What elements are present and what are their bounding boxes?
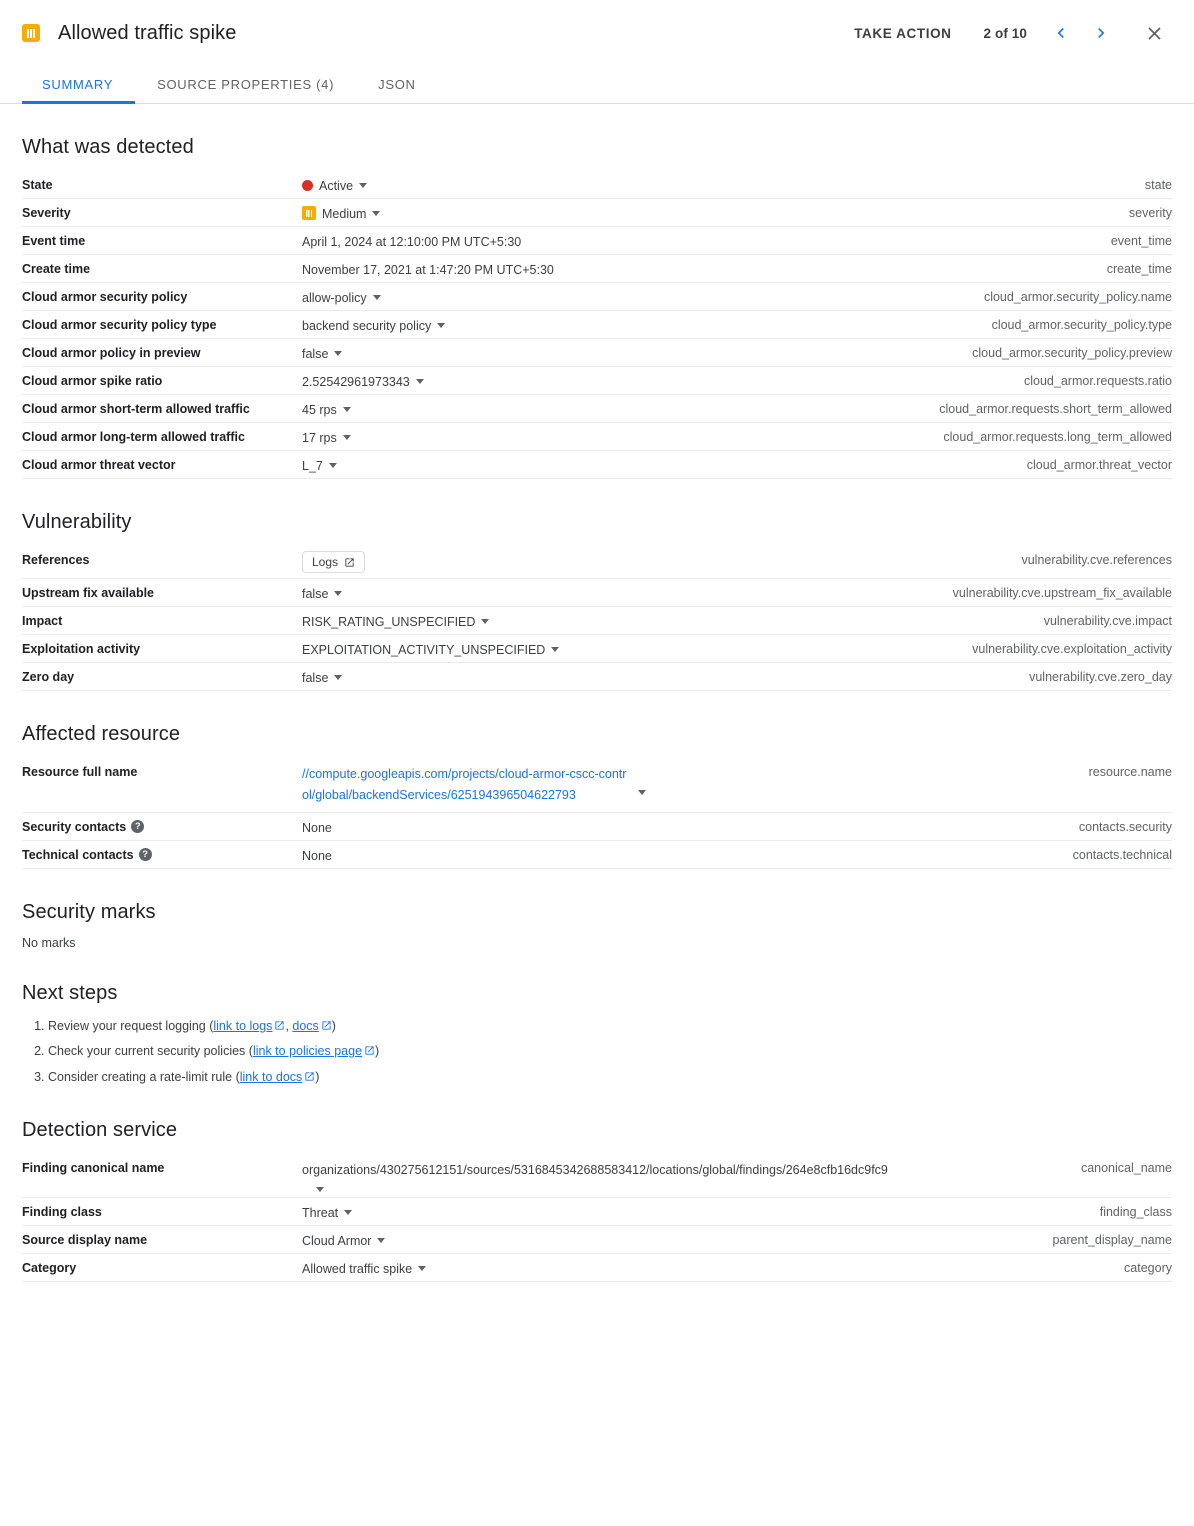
chevron-down-icon[interactable] — [334, 351, 342, 356]
link-label: link to logs — [213, 1018, 273, 1033]
detected-rows — [22, 171, 1172, 479]
table-row — [22, 255, 1172, 283]
row-value-text: Medium — [322, 207, 367, 221]
row-value — [302, 763, 1075, 807]
row-api-name: cloud_armor.requests.long_term_allowed — [943, 430, 1172, 444]
row-label: References — [22, 553, 90, 567]
row-label: Cloud armor policy in preview — [22, 346, 201, 360]
row-value — [302, 232, 1097, 249]
row-label: Impact — [22, 614, 63, 628]
row-api-name: contacts.technical — [1072, 847, 1172, 862]
step-separator: , — [285, 1018, 293, 1033]
list-item — [48, 1017, 1172, 1036]
row-value — [302, 372, 1010, 389]
link-to-logs[interactable] — [213, 1019, 272, 1033]
step-text: Review your request logging ( — [48, 1018, 214, 1033]
row-value — [302, 456, 1013, 473]
chevron-down-icon[interactable] — [334, 591, 342, 596]
row-api-name: vulnerability.cve.references — [1021, 553, 1172, 567]
chevron-down-icon[interactable] — [377, 1238, 385, 1243]
row-label: Finding class — [22, 1205, 102, 1219]
row-api-name: cloud_armor.requests.ratio — [1024, 374, 1172, 388]
resource-full-name-link[interactable]: //compute.googleapis.com/projects/cloud-armor-cscc-control/global/backendServices/625194396504622793 — [302, 767, 627, 803]
finding-header — [0, 0, 1194, 66]
link-to-policies-page[interactable] — [253, 1044, 362, 1058]
row-value-text: None — [302, 820, 332, 835]
row-value-text: Active — [319, 179, 354, 193]
section-title-what-was-detected: What was detected — [22, 136, 194, 158]
row-value-text: 45 rps — [302, 403, 337, 417]
row-value — [302, 640, 958, 657]
section-title-next-steps: Next steps — [22, 981, 118, 1004]
link-label: link to policies page — [252, 1044, 363, 1059]
chevron-left-icon — [1051, 23, 1071, 43]
table-row — [22, 1198, 1172, 1226]
chevron-down-icon[interactable] — [343, 407, 351, 412]
row-label: Severity — [22, 206, 71, 220]
link-label: link to docs — [239, 1070, 303, 1084]
row-value — [302, 1203, 1086, 1220]
step-suffix: ) — [331, 1018, 336, 1033]
row-label: Zero day — [22, 670, 75, 684]
section-title-security-marks: Security marks — [22, 900, 156, 923]
summary-content — [0, 136, 1194, 1282]
previous-finding-button[interactable] — [1044, 16, 1078, 50]
row-value — [302, 204, 1115, 221]
table-row — [22, 311, 1172, 339]
table-row — [22, 171, 1172, 199]
row-label: Resource full name — [22, 765, 138, 779]
list-item — [48, 1068, 1172, 1087]
row-label: Cloud armor security policy type — [22, 318, 217, 332]
chevron-down-icon[interactable] — [373, 295, 381, 300]
row-value — [302, 612, 1030, 629]
table-row — [22, 199, 1172, 227]
row-value — [302, 288, 970, 305]
chevron-down-icon[interactable] — [551, 647, 559, 652]
row-api-name: cloud_armor.security_policy.type — [991, 318, 1172, 332]
result-counter: 2 of 10 — [983, 25, 1027, 41]
row-value-text: April 1, 2024 at 12:10:00 PM UTC+5:30 — [302, 235, 522, 249]
close-icon — [1144, 23, 1165, 44]
chevron-right-icon — [1091, 23, 1111, 43]
table-row — [22, 1226, 1172, 1254]
row-value — [302, 551, 1007, 573]
severity-medium-icon — [302, 206, 316, 220]
row-value — [302, 1159, 1067, 1192]
row-api-name: state — [1144, 178, 1172, 192]
row-value — [302, 1231, 1038, 1248]
chevron-down-icon[interactable] — [343, 435, 351, 440]
row-label: Exploitation activity — [22, 642, 141, 656]
table-row — [22, 283, 1172, 311]
table-row — [22, 635, 1172, 663]
row-api-name: finding_class — [1099, 1205, 1172, 1219]
logs-link-label: Logs — [312, 555, 339, 569]
tab-summary[interactable]: SUMMARY — [22, 78, 135, 103]
tab-json[interactable]: JSON — [378, 77, 416, 92]
row-api-name: cloud_armor.security_policy.name — [983, 290, 1172, 304]
chevron-down-icon[interactable] — [416, 379, 424, 384]
severity-medium-icon — [22, 24, 40, 42]
help-icon[interactable]: ? — [139, 848, 152, 861]
table-row — [22, 607, 1172, 635]
table-row — [22, 841, 1172, 869]
external-link-icon — [274, 1020, 285, 1031]
row-api-name: resource.name — [1088, 765, 1172, 779]
row-value — [302, 1259, 1110, 1276]
row-label-text: Technical contacts — [22, 847, 134, 862]
row-label: Cloud armor long-term allowed traffic — [22, 430, 245, 444]
row-label: Event time — [22, 234, 86, 248]
row-api-name: vulnerability.cve.exploitation_activity — [972, 642, 1172, 656]
row-api-name: event_time — [1110, 234, 1172, 248]
section-title-affected-resource: Affected resource — [22, 723, 181, 745]
chevron-down-icon[interactable] — [359, 183, 367, 188]
row-api-name: cloud_armor.threat_vector — [1026, 458, 1172, 472]
row-api-name: contacts.security — [1078, 819, 1172, 834]
detection-rows — [22, 1154, 1172, 1282]
row-value — [302, 400, 925, 417]
chevron-down-icon[interactable] — [329, 463, 337, 468]
detail-tabs — [0, 66, 1194, 104]
row-value-text: false — [302, 587, 329, 601]
row-value — [302, 344, 958, 361]
row-label: Category — [22, 1261, 77, 1275]
row-label: Cloud armor spike ratio — [22, 374, 163, 388]
row-value — [302, 176, 1131, 193]
row-api-name: vulnerability.cve.upstream_fix_available — [952, 586, 1172, 600]
row-value-text: EXPLOITATION_ACTIVITY_UNSPECIFIED — [302, 643, 546, 657]
step-suffix: ) — [315, 1070, 320, 1084]
row-value-text: November 17, 2021 at 1:47:20 PM UTC+5:30 — [302, 263, 554, 277]
chevron-down-icon[interactable] — [437, 323, 445, 328]
link-to-docs[interactable] — [292, 1019, 318, 1033]
row-label: Create time — [22, 262, 91, 276]
external-link-icon — [344, 557, 355, 568]
close-panel-button[interactable] — [1137, 16, 1171, 50]
table-row — [22, 367, 1172, 395]
external-link-icon — [321, 1020, 332, 1031]
row-api-name: severity — [1128, 206, 1172, 220]
row-api-name: cloud_armor.requests.short_term_allowed — [939, 402, 1172, 416]
table-row — [22, 663, 1172, 691]
row-label: Cloud armor security policy — [22, 290, 188, 304]
row-label — [22, 846, 302, 862]
row-label: Upstream fix available — [22, 586, 155, 600]
row-label-text: Security contacts — [22, 819, 127, 834]
link-to-rate-limit-docs[interactable] — [240, 1070, 303, 1084]
row-value-text: L_7 — [302, 459, 323, 473]
row-value-text: Cloud Armor — [302, 1234, 372, 1248]
row-label: State — [22, 178, 53, 192]
step-suffix: ) — [375, 1044, 380, 1059]
link-label: docs — [292, 1018, 319, 1033]
row-value-text: Allowed traffic spike — [302, 1262, 413, 1276]
section-title-vulnerability: Vulnerability — [22, 511, 132, 533]
resource-rows — [22, 758, 1172, 869]
next-steps-list — [22, 1017, 1172, 1087]
table-row — [22, 1254, 1172, 1282]
help-icon[interactable]: ? — [131, 820, 144, 833]
row-value-text: backend security policy — [302, 319, 432, 333]
row-value — [302, 818, 1065, 835]
row-value — [302, 316, 978, 333]
security-marks-empty: No marks — [22, 935, 76, 950]
step-text: Check your current security policies ( — [48, 1044, 253, 1059]
row-api-name: parent_display_name — [1052, 1233, 1172, 1247]
state-active-dot-icon — [302, 180, 313, 191]
row-api-name: create_time — [1106, 262, 1172, 276]
table-row — [22, 579, 1172, 607]
row-api-name: vulnerability.cve.zero_day — [1029, 670, 1172, 684]
row-value-text: 17 rps — [302, 431, 337, 445]
chevron-down-icon[interactable] — [316, 1187, 324, 1192]
row-label: Source display name — [22, 1233, 148, 1247]
chevron-down-icon[interactable] — [334, 675, 342, 680]
table-row — [22, 758, 1172, 813]
row-value — [302, 428, 929, 445]
row-label: Cloud armor threat vector — [22, 458, 176, 472]
take-action-button[interactable]: TAKE ACTION — [844, 18, 961, 49]
table-row — [22, 451, 1172, 479]
step-text: Consider creating a rate-limit rule ( — [48, 1070, 240, 1084]
chevron-down-icon[interactable] — [344, 1210, 352, 1215]
external-link-icon — [304, 1071, 315, 1082]
row-value-text: organizations/430275612151/sources/5316845342688583412/locations/global/findings/264e8cfb16dc9fc9 — [302, 1162, 888, 1177]
table-row — [22, 546, 1172, 579]
row-value — [302, 260, 1093, 277]
next-finding-button[interactable] — [1084, 16, 1118, 50]
vulnerability-rows — [22, 546, 1172, 691]
tab-source-properties[interactable]: SOURCE PROPERTIES (4) — [157, 77, 335, 92]
row-api-name: vulnerability.cve.impact — [1043, 614, 1172, 628]
table-row — [22, 395, 1172, 423]
logs-reference-link[interactable] — [302, 551, 365, 573]
chevron-down-icon[interactable] — [638, 790, 646, 795]
table-row — [22, 339, 1172, 367]
table-row — [22, 813, 1172, 841]
row-value — [302, 846, 1059, 863]
row-value-text: false — [302, 671, 329, 685]
row-value-text: 2.52542961973343 — [302, 375, 410, 389]
row-value-text: false — [302, 347, 329, 361]
row-api-name: category — [1124, 1261, 1172, 1275]
chevron-down-icon[interactable] — [372, 211, 380, 216]
page-title: Allowed traffic spike — [58, 21, 237, 44]
row-label: Cloud armor short-term allowed traffic — [22, 402, 250, 416]
row-value-text: None — [302, 848, 332, 863]
row-label — [22, 818, 302, 834]
row-value-text: allow-policy — [302, 291, 367, 305]
row-value-text: Threat — [302, 1206, 339, 1220]
row-api-name: cloud_armor.security_policy.preview — [972, 346, 1172, 360]
section-title-detection-service: Detection service — [22, 1118, 178, 1141]
list-item — [48, 1042, 1172, 1061]
external-link-icon — [364, 1045, 375, 1056]
row-label: Finding canonical name — [22, 1160, 165, 1175]
row-value — [302, 668, 1015, 685]
row-value-text: RISK_RATING_UNSPECIFIED — [302, 615, 476, 629]
row-value — [302, 584, 939, 601]
table-row — [22, 1154, 1172, 1198]
chevron-down-icon[interactable] — [481, 619, 489, 624]
chevron-down-icon[interactable] — [418, 1266, 426, 1271]
table-row — [22, 227, 1172, 255]
row-api-name: canonical_name — [1080, 1160, 1172, 1175]
table-row — [22, 423, 1172, 451]
